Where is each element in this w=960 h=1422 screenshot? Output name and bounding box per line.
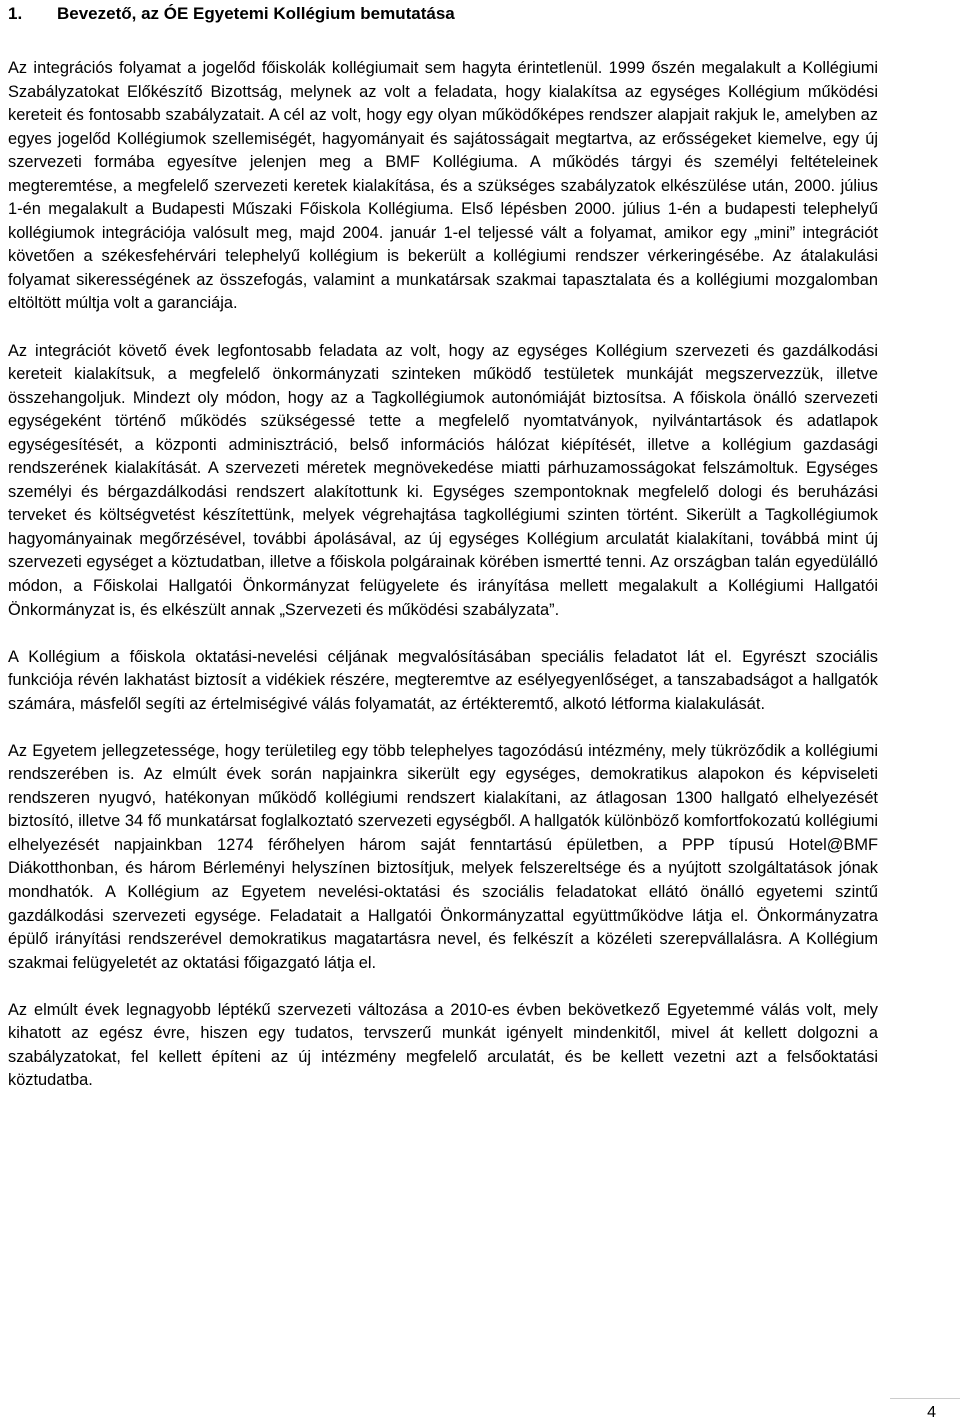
- paragraph-post-integration: Az integrációt követő évek legfontosabb feladata az volt, hogy az egységes Kollégium szervezeti és gazdálkodási kereteit kialakítsuk, a megfelelő önkormányzati szinteken működő testületek munkáját megszervezzük, illetve összehangoljuk. Mindezt oly módon, hogy az a Tagkollégiumok autonómiáját biztosítsa. A főiskola önálló szervezeti egységeként történő működés szükségessé tette a megfelelő nyomtatványok, nyilvántartások és adatlapok egységesítését, a központi adminisztráció, belső információs hálózat kiépítését, illetve a kollégium gazdasági rendszerének kialakítását. A szervezeti méretek megnövekedése miatti párhuzamosságokat felszámoltuk. Egységes személyi és bérgazdálkodási rendszert alakítottunk ki. Egységes szempontoknak megfelelő dologi és beruházási terveket és költségvetést készítettünk, melyek végrehajtása tagkollégiumi szinten történt. Sikerült a Tagkollégiumok hagyományainak megőrzésével, további ápolásával, az új egységes Kollégium arculatát kialakítani, továbbá mint új szervezeti egységet a köztudatban, illetve a főiskola polgárainak körében ismertté tenni. Az országban talán egyedülálló módon, a Főiskolai Hallgatói Önkormányzat felügyelete és irányítása mellett megalakult a Kollégiumi Hallgatói Önkormányzat is, és elkészült annak „Szervezeti és működési szabályzata”.: [8, 341, 878, 619]
- paragraph-university-character: Az Egyetem jellegzetessége, hogy területileg egy több telephelyes tagozódású intézmény, mely tükröződik a kollégiumi rendszerében is. Az elmúlt évek során napjainkra sikerült egy egységes, demokratikus alapokon és képviseleti rendszeren nyugvó, hatékonyan működő kollégiumi rendszert kialakítani, az átlagosan 1300 hallgató elhelyezését biztosító, illetve 34 fő munkatársat foglalkoztató szervezeti egységből. A hallgatók különböző komfortfokozatú kollégiumi elhelyezését napjainkban 1274 férőhelyen három saját fenntartású épületben, a PPP típusú Hotel@BMF Diákotthonban, és három Bérleményi helyszínen biztosítjuk, melyek felszereltsége és a nyújtott szolgáltatások jónak mondhatók. A Kollégium az Egyetem nevelési-oktatási és szociális feladatokat ellátó önálló egyetemi szintű gazdálkodási szervezeti egysége. Feladatait a Hallgatói Önkormányzattal együttműködve látja el. Önkormányzatra épülő irányítási rendszerével demokratikus magatartásra nevel, és felkészít a közéleti szerepvállalásra. A Kollégium szakmai felügyeletét az oktatási főigazgató látja el.: [8, 741, 878, 972]
- document-page: [8, 0, 878, 1093]
- page-number: 4: [927, 1404, 936, 1421]
- paragraph-mission: A Kollégium a főiskola oktatási-nevelési céljának megvalósításában speciális feladatot lát el. Egyrészt szociális funkciója révén lakhatást biztosít a vidékiek részére, megteremtve az esélyegyenlőséget, a tanszabadságot a hallgatók számára, másfelől segíti az értelmiségivé válás folyamatát, az értékteremtő, alkotó létforma kialakulását.: [8, 647, 878, 713]
- section-number: 1.: [8, 4, 23, 23]
- paragraph-recent-changes: Az elmúlt évek legnagyobb léptékű szervezeti változása a 2010-es évben bekövetkező Egyetemmé válás volt, mely kihatott az egész évre, hiszen egy tudatos, tervszerű munkát igényelt mindenkitől, mivel át kellett dolgozni a szabályzatokat, fel kellett építeni az új intézmény megfelelő arculatát, és be kellett vezetni azt a felsőoktatási köztudatba.: [8, 1000, 878, 1090]
- page-number-divider: [890, 1398, 960, 1399]
- section-heading: [8, 0, 878, 40]
- paragraph-integration: Az integrációs folyamat a jogelőd főiskolák kollégiumait sem hagyta érintetlenül. 1999 őszén megalakult a Kollégiumi Szabályzatokat Előkészítő Bizottság, melynek az volt a feladata, hogy kialakítsa az egységes Kollégium működési kereteit és fontosabb szabályzatait. A cél az volt, hogy egy olyan működőképes rendszer alapjait rakjuk le, amelyben az egyes jogelőd Kollégiumok szellemiségét, hagyományait és sajátosságait megtartva, az erősségeket kiemelve, egy új szervezeti formába egyesítve jelenjen meg a BMF Kollégiuma. A működés tárgyi és személyi feltételeinek megteremtése, a megfelelő szervezeti keretek kialakítása, és a szükséges szabályzatok elkészülése után, 2000. július 1-én megalakult a Budapesti Műszaki Főiskola Kollégiuma. Első lépésben 2000. július 1-én a budapesti telephelyű kollégiumok integrációja valósult meg, majd 2004. január 1-el teljessé vált a folyamat, amikor egy „mini” integrációt követően a székesfehérvári telephelyű kollégium is bekerült a kollégiumi rendszer vérkeringésébe. Az átalakulási folyamat sikerességének az összefogás, valamint a munkatársak szakmai tapasztalata és a kollégiumi mozgalomban eltöltött múltja volt a garanciája.: [8, 59, 878, 313]
- section-title: Bevezető, az ÓE Egyetemi Kollégium bemutatása: [57, 4, 455, 23]
